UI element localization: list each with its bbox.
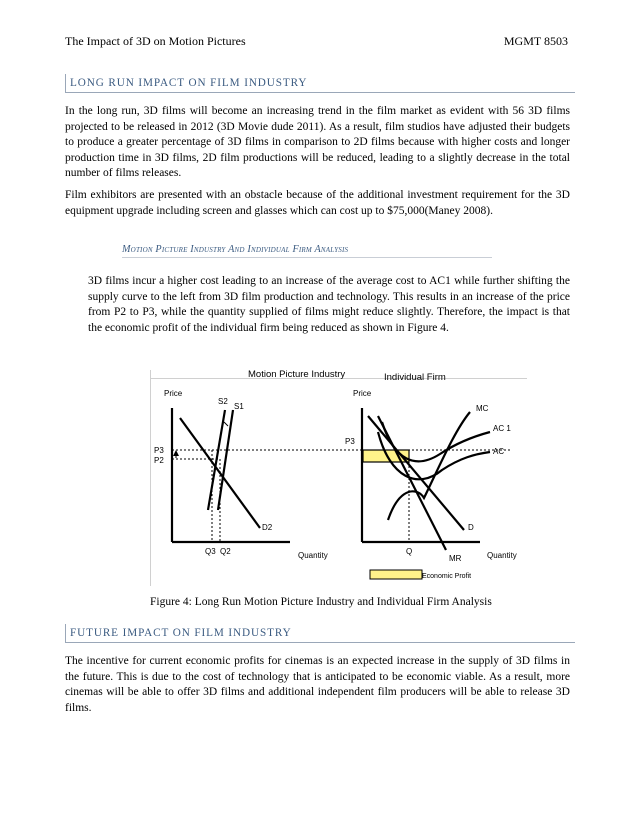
figure-4-graph [150, 370, 527, 586]
industry-label-d2: D2 [262, 523, 273, 532]
firm-demand-d [368, 416, 464, 530]
industry-label-q2: Q2 [220, 547, 231, 556]
industry-label-p2: P2 [154, 456, 164, 465]
industry-label-s2: S2 [218, 397, 228, 406]
paragraph-long-run-1: In the long run, 3D films will become an increasing trend in the film market as evident with 56 3D films projected to be released in 2012 (3D Movie dude 2011). As a result, film studios have adjusted their budgets to produce a greater percentage of 3D films in comparison to 2D films because with higher costs and longer production time in 3D films, 2D film productions will be reduced, leading to a slightly decrease in the total number of films releases. [65, 105, 570, 180]
paragraph-future-1: The incentive for current economic profits for cinemas is an expected increase in the supply of 3D films in the future. This is due to the cost of technology that is anticipated to be economic viable. As a result, more cinemas will be able to offer 3D films and additional independent film producers will be able to release 3D films. [65, 655, 570, 714]
firm-label-mr: MR [449, 554, 462, 563]
firm-label-p3: P3 [345, 437, 355, 446]
legend-label-profit: Economic Profit [422, 573, 472, 580]
legend-swatch-profit [370, 570, 422, 579]
section-heading-long-run: LONG RUN IMPACT ON FILM INDUSTRY [65, 74, 575, 93]
running-header-title: The Impact of 3D on Motion Pictures [65, 34, 246, 48]
industry-panel [154, 389, 510, 560]
firm-marginal-cost [388, 412, 470, 520]
firm-label-q: Q [406, 547, 413, 556]
firm-x-label: Quantity [487, 551, 517, 560]
industry-panel-title: Motion Picture Industry [248, 370, 346, 380]
firm-label-d: D [468, 523, 474, 532]
firm-panel [345, 389, 517, 580]
industry-label-p3: P3 [154, 446, 164, 455]
firm-label-mc: MC [476, 404, 489, 413]
industry-label-s1: S1 [234, 402, 244, 411]
subsection-heading-analysis: Motion Picture Industry And Individual Firm Analysis [122, 244, 492, 258]
industry-label-q3: Q3 [205, 547, 216, 556]
industry-y-label: Price [164, 389, 183, 398]
running-header-course: MGMT 8503 [503, 34, 568, 48]
paragraph-analysis: 3D films incur a higher cost leading to an increase of the average cost to AC1 while further shifting the supply curve to the left from 3D film production and technology. This results in an increase of the price from P2 to P3, while the quantity supplied of films might reduce slightly. Therefore, the impact is that the economic profit of the individual firm being reduced as shown in Figure 4. [88, 275, 570, 334]
figure-caption: Figure 4: Long Run Motion Picture Industry and Individual Firm Analysis [150, 596, 492, 608]
firm-panel-title: Individual Firm [384, 372, 446, 383]
firm-y-label: Price [353, 389, 372, 398]
firm-label-ac1: AC 1 [493, 424, 511, 433]
section-heading-future: FUTURE IMPACT ON FILM INDUSTRY [65, 624, 575, 643]
supply-shift-arrow [224, 422, 228, 426]
industry-x-label: Quantity [298, 551, 328, 560]
paragraph-long-run-2: Film exhibitors are presented with an obstacle because of the additional investment requirement for the 3D equipment upgrade including screen and glasses which can cost up to $75,000(Maney 2008). [65, 189, 570, 217]
firm-label-ac: AC [493, 447, 505, 456]
